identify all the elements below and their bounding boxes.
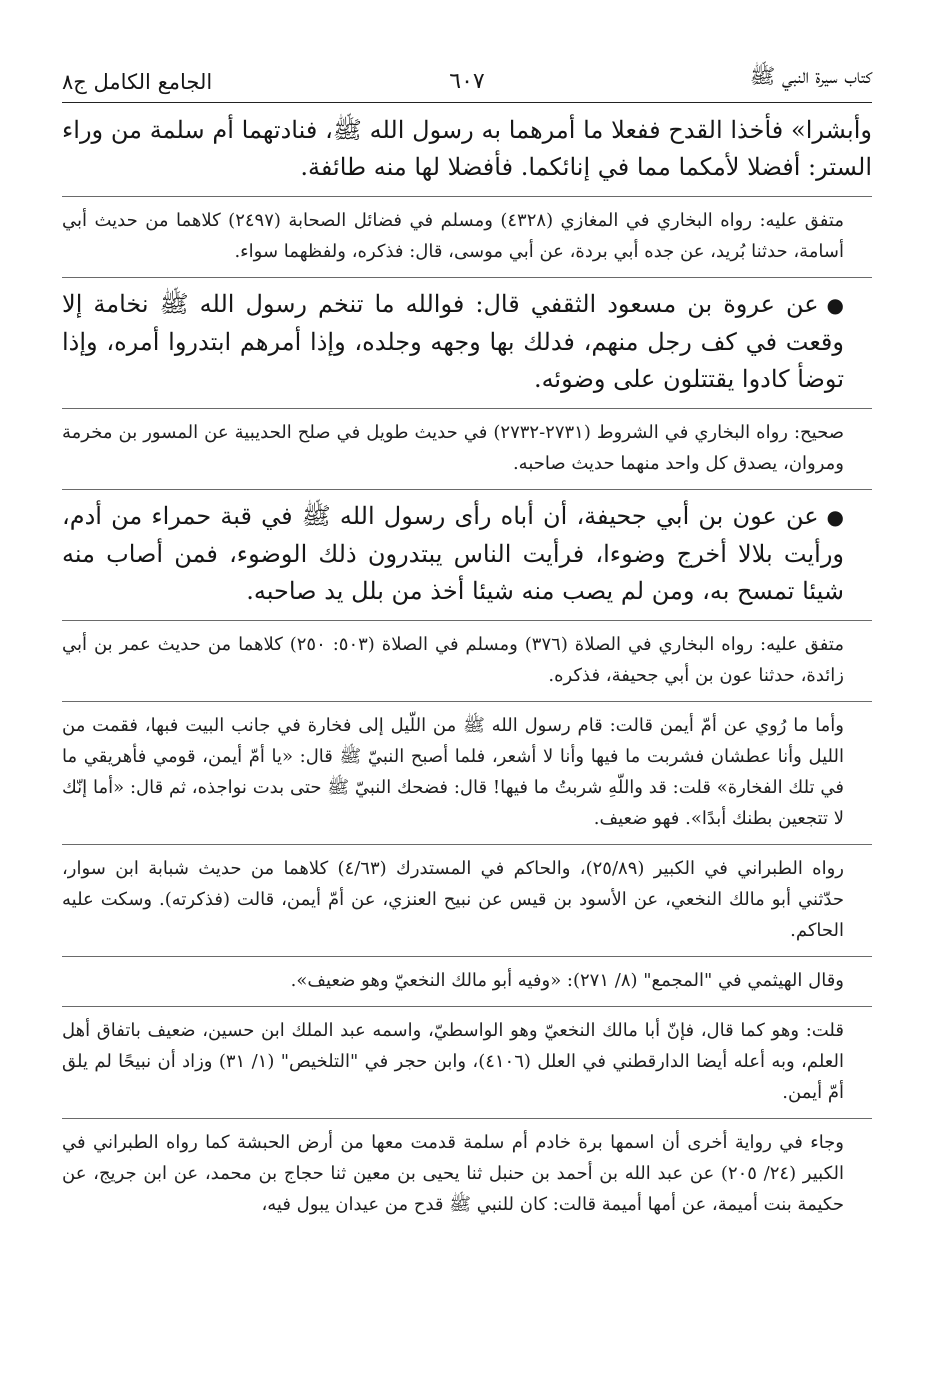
takhrij-note-2: صحيح: رواه البخاري في الشروط (٢٧٣١-٢٧٣٢) في حديث طويل في صلح الحديبية عن المسور بن مخرمة ومروان، يصدق كل واحد منهما حديث صاحبه. — [62, 422, 844, 474]
hadith-text-3 — [62, 498, 872, 610]
other-narration: وجاء في رواية أخرى أن اسمها برة خادم أم سلمة قدمت معها من أرض الحبشة كما رواه الطبراني في الكبير (٢٤/ ٢٠٥) عن عبد الله بن أحمد بن حنبل ثنا يحيى بن معين ثنا حجاج بن محمد، عن ابن جريج، عن حكيمة بنت أميمة، عن أمها أميمة قالت: كان للنبي ﷺ قدح من عيدان يبول فيه، — [62, 1132, 844, 1215]
takhrij-note-3: متفق عليه: رواه البخاري في الصلاة (٣٧٦) ومسلم في الصلاة (٥٠٣: ٢٥٠) كلاهما من حديث عمر بن أبي زائدة، حدثنا عون بن أبي جحيفة، فذكره. — [62, 634, 844, 686]
divider — [62, 277, 872, 278]
hadith-text-3-body: عن عون بن أبي جحيفة، أن أباه رأى رسول الله ﷺ في قبة حمراء من أدم، ورأيت بلالا أخرج وضوءا، فرأيت الناس يبتدرون ذلك الوضوء، فمن أصاب منه شيئا تمسح به، ومن لم يصب منه شيئا أخذ من بلل يد صاحبه. — [62, 502, 844, 605]
takhrij-note-1: متفق عليه: رواه البخاري في المغازي (٤٣٢٨) ومسلم في فضائل الصحابة (٢٤٩٧) كلاهما من حديث أبي أسامة، حدثنا بُريد، عن جده أبي بردة، عن أبي موسى، قال: فذكره، ولفظهما سواء. — [62, 210, 844, 262]
hadith-text-1: وأبشرا» فأخذا القدح ففعلا ما أمرهما به رسول الله ﷺ، فنادتهما أم سلمة من وراء الستر: أفضلا لأمكما مما في إنائكما. فأفضلا لها منه طائفة. — [62, 116, 872, 181]
book-section-title: كتاب سيرة النبي ﷺ — [749, 64, 872, 88]
divider — [62, 489, 872, 490]
author-comment: قلت: وهو كما قال، فإنّ أبا مالك النخعيّ وهو الواسطيّ، واسمه عبد الملك ابن حسين، ضعيف باتفاق أهل العلم، وبه أعله أيضا الدارقطني في العلل (٤١٠٦)، وابن حجر في "التلخيص" (١/ ٣١) وزاد أن نبيحًا لم يلق أمّ أيمن. — [62, 1020, 844, 1103]
page-header — [62, 62, 872, 103]
bullet-icon: ● — [826, 505, 844, 529]
takhrij-note-4: رواه الطبراني في الكبير (٢٥/٨٩)، والحاكم في المستدرك (٤/٦٣) كلاهما من حديث شبابة ابن سوار، حدّثني أبو مالك النخعي، عن الأسود بن قيس عن نبيح العنزي، عن أمّ أيمن، قالت (فذكرته). وسكت عليه الحاكم. — [62, 858, 844, 941]
divider — [62, 620, 872, 621]
weak-narration-text: وأما ما رُوي عن أمّ أيمن قالت: قام رسول الله ﷺ من اللّيل إلى فخارة في جانب البيت فبها، فقمت من الليل وأنا عطشان فشربت ما فيها وأنا لا أشعر، فلما أصبح النبيّ ﷺ قال: «يا أمّ أيمن، قومي فأهريقي ما في تلك الفخارة» قلت: قد واللّهِ شربتُ ما فيها! قال: فضحك النبيّ ﷺ حتى بدت نواجذه، ثم قال: «أما إنّك لا تتجعين بطنك أبدًا». فهو ضعيف. — [62, 715, 844, 829]
volume-title: الجامع الكامل ج٨ — [62, 70, 213, 94]
divider — [62, 844, 872, 845]
hadith-text-2 — [62, 286, 872, 398]
divider — [62, 1118, 872, 1119]
bullet-icon: ● — [826, 293, 844, 317]
page-number: ٦٠٧ — [449, 69, 485, 94]
hadith-text-2-body: عن عروة بن مسعود الثقفي قال: فوالله ما تنخم رسول الله ﷺ نخامة إلا وقعت في كف رجل منهم، فدلك بها وجهه وجلده، وإذا أمرهم ابتدروا أمره، وإذا توضأ كادوا يقتتلون على وضوئه. — [62, 290, 844, 393]
divider — [62, 1006, 872, 1007]
divider — [62, 196, 872, 197]
divider — [62, 956, 872, 957]
page-body — [62, 112, 872, 1230]
divider — [62, 701, 872, 702]
haythami-quote: وقال الهيثمي في "المجمع" (٨/ ٢٧١): «وفيه أبو مالك النخعيّ وهو ضعيف». — [290, 970, 844, 991]
divider — [62, 408, 872, 409]
